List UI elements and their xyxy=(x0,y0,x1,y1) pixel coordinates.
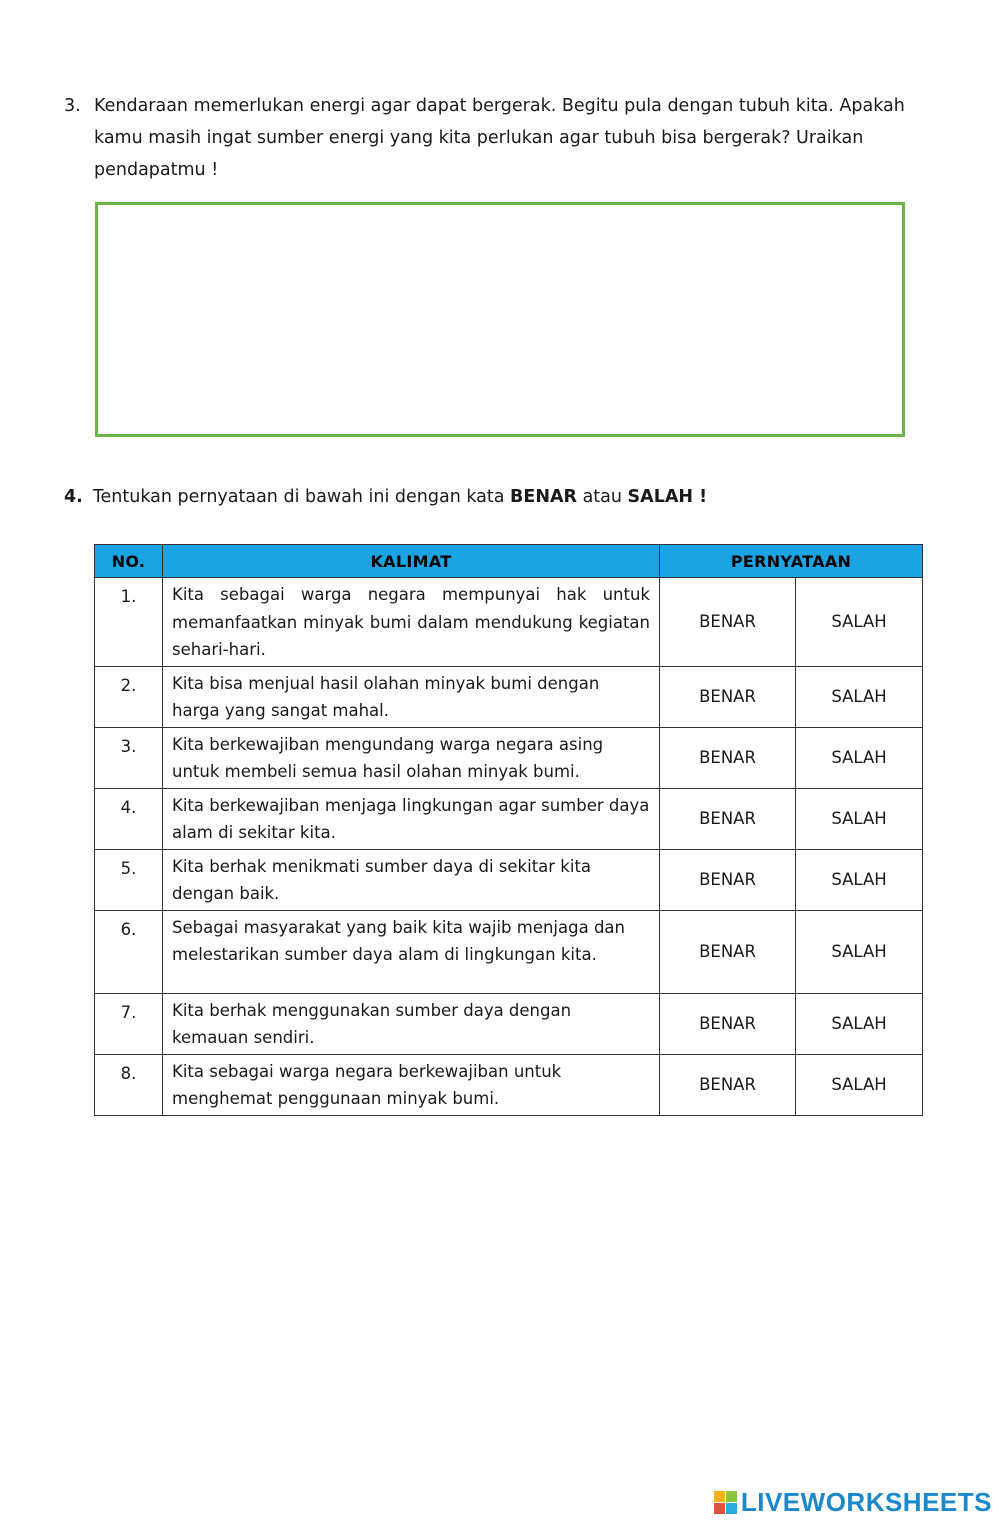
table-row xyxy=(95,849,923,910)
option-salah[interactable]: SALAH xyxy=(796,849,923,910)
option-salah[interactable]: SALAH xyxy=(796,1054,923,1115)
option-salah[interactable]: SALAH xyxy=(796,727,923,788)
row-statement: Kita berkewajiban menjaga lingkungan agar sumber daya alam di sekitar kita. xyxy=(163,788,660,849)
table-row xyxy=(95,910,923,993)
question-4-word-true: BENAR xyxy=(510,487,578,507)
row-number: 7. xyxy=(95,993,163,1054)
question-4-text-after: ! xyxy=(693,487,708,507)
option-benar[interactable]: BENAR xyxy=(660,788,796,849)
option-benar[interactable]: BENAR xyxy=(660,910,796,993)
row-number: 2. xyxy=(95,666,163,727)
option-benar[interactable]: BENAR xyxy=(660,993,796,1054)
header-kalimat: KALIMAT xyxy=(163,545,660,578)
question-4-text-middle: atau xyxy=(577,487,628,507)
row-statement: Kita berkewajiban mengundang warga negara asing untuk membeli semua hasil olahan minyak bumi. xyxy=(163,727,660,788)
table-row xyxy=(95,578,923,667)
option-benar[interactable]: BENAR xyxy=(660,1054,796,1115)
row-statement: Kita sebagai warga negara berkewajiban untuk menghemat penggunaan minyak bumi. xyxy=(163,1054,660,1115)
row-number: 8. xyxy=(95,1054,163,1115)
header-no: NO. xyxy=(95,545,163,578)
question-3-number: 3. xyxy=(64,96,81,116)
question-4-text-before: Tentukan pernyataan di bawah ini dengan kata xyxy=(92,487,511,507)
logo-blocks-icon xyxy=(714,1491,737,1514)
header-pernyataan: PERNYATAAN xyxy=(660,545,923,578)
row-statement: Kita sebagai warga negara mempunyai hak untuk memanfaatkan minyak bumi dalam mendukung kegiatan sehari-hari. xyxy=(163,578,660,667)
question-4 xyxy=(64,482,707,512)
row-statement: Kita bisa menjual hasil olahan minyak bumi dengan harga yang sangat mahal. xyxy=(163,666,660,727)
question-3 xyxy=(64,90,924,186)
table-row xyxy=(95,1054,923,1115)
logo-text: LIVEWORKSHEETS xyxy=(740,1487,992,1517)
true-false-table xyxy=(94,544,923,1116)
table-header-row xyxy=(95,545,923,578)
table-row xyxy=(95,993,923,1054)
option-salah[interactable]: SALAH xyxy=(796,666,923,727)
row-number: 6. xyxy=(95,910,163,993)
option-salah[interactable]: SALAH xyxy=(796,910,923,993)
option-benar[interactable]: BENAR xyxy=(660,666,796,727)
row-number: 1. xyxy=(95,578,163,667)
row-number: 4. xyxy=(95,788,163,849)
liveworksheets-logo xyxy=(714,1487,992,1518)
table-row xyxy=(95,666,923,727)
table-row xyxy=(95,727,923,788)
option-salah[interactable]: SALAH xyxy=(796,578,923,667)
option-benar[interactable]: BENAR xyxy=(660,727,796,788)
question-3-text: Kendaraan memerlukan energi agar dapat bergerak. Begitu pula dengan tubuh kita. Apakah kamu masih ingat sumber energi yang kita perlukan agar tubuh bisa bergerak? Uraikan pendapatmu ! xyxy=(94,96,905,180)
option-benar[interactable]: BENAR xyxy=(660,849,796,910)
option-salah[interactable]: SALAH xyxy=(796,788,923,849)
row-statement: Kita berhak menggunakan sumber daya dengan kemauan sendiri. xyxy=(163,993,660,1054)
answer-text-box[interactable] xyxy=(95,202,905,437)
option-benar[interactable]: BENAR xyxy=(660,578,796,667)
row-statement: Kita berhak menikmati sumber daya di sekitar kita dengan baik. xyxy=(163,849,660,910)
row-number: 3. xyxy=(95,727,163,788)
question-4-number: 4. xyxy=(64,487,83,507)
option-salah[interactable]: SALAH xyxy=(796,993,923,1054)
question-4-word-false: SALAH xyxy=(627,487,694,507)
row-number: 5. xyxy=(95,849,163,910)
table-row xyxy=(95,788,923,849)
row-statement: Sebagai masyarakat yang baik kita wajib menjaga dan melestarikan sumber daya alam di lingkungan kita. xyxy=(163,910,660,993)
